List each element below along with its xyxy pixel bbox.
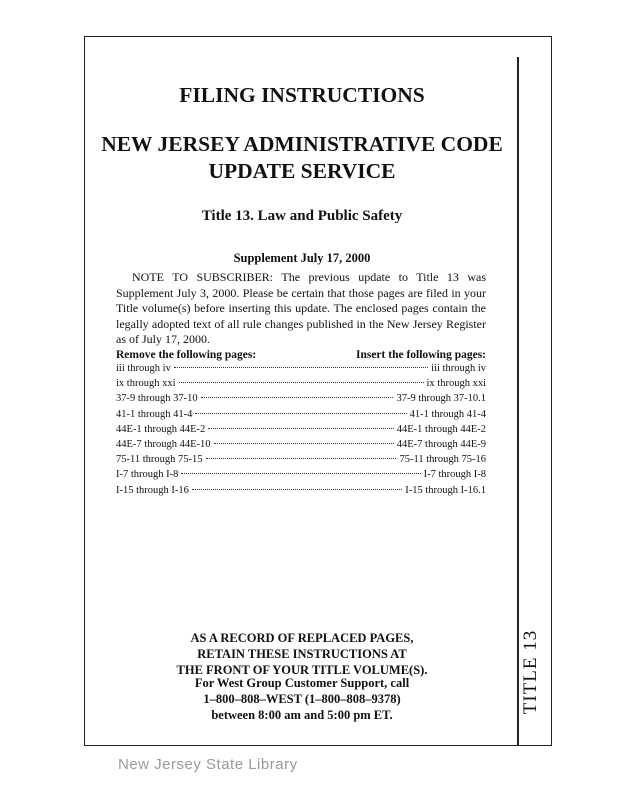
- remove-range: 37-9 through 37-10: [116, 393, 198, 405]
- dot-leader: [192, 489, 402, 490]
- remove-range: 75-11 through 75-15: [116, 454, 203, 466]
- dot-leader: [181, 473, 420, 474]
- remove-range: I-15 through I-16: [116, 484, 189, 496]
- dot-leader: [214, 443, 394, 444]
- page-replacement-table: [116, 363, 486, 500]
- insert-range: ix through xxi: [426, 378, 486, 390]
- insert-range: iii through iv: [431, 363, 486, 374]
- remove-range: iii through iv: [116, 363, 171, 374]
- support-hours: between 8:00 am and 5:00 pm ET.: [211, 708, 393, 722]
- record-instructions: [84, 630, 520, 678]
- support-line1: For West Group Customer Support, call: [194, 676, 410, 690]
- insert-range: I-7 through I-8: [423, 469, 486, 481]
- record-line3: THE FRONT OF YOUR TITLE VOLUME(S).: [176, 663, 428, 677]
- code-heading-line1: NEW JERSEY ADMINISTRATIVE CODE: [101, 132, 503, 156]
- table-row: [116, 454, 486, 469]
- insert-range: 44E-7 through 44E-9: [396, 438, 486, 450]
- table-row: [116, 439, 486, 454]
- remove-range: 44E-1 through 44E-2: [116, 423, 206, 435]
- table-row: [116, 424, 486, 439]
- insert-range: 41-1 through 41-4: [409, 408, 486, 420]
- table-row: [116, 363, 486, 378]
- customer-support: [84, 675, 520, 723]
- table-row: [116, 393, 486, 408]
- table-row: [116, 378, 486, 393]
- library-stamp: New Jersey State Library: [118, 756, 298, 773]
- table-row: [116, 409, 486, 424]
- remove-range: I-7 through I-8: [116, 469, 179, 481]
- dot-leader: [179, 382, 424, 383]
- insert-range: 44E-1 through 44E-2: [396, 423, 486, 435]
- remove-range: ix through xxi: [116, 378, 176, 390]
- subscriber-note: NOTE TO SUBSCRIBER: The previous update to Title 13 was Supplement July 3, 2000. Please be certain that those pages are filed in your Title volume(s) before inserting this update. The enclosed pages contain the legally adopted text of all rule changes published in the New Jersey Register as of July 17, 2000.: [116, 270, 486, 346]
- support-phone: 1–800–808–WEST (1–800–808–9378): [203, 692, 401, 706]
- page-title: FILING INSTRUCTIONS: [179, 83, 425, 107]
- table-row: [116, 485, 486, 500]
- dot-leader: [208, 428, 394, 429]
- dot-leader: [201, 397, 394, 398]
- code-heading: [84, 131, 520, 185]
- title-subject: Title 13. Law and Public Safety: [201, 208, 403, 224]
- code-heading-line2: UPDATE SERVICE: [208, 159, 396, 183]
- insert-pages-header: Insert the following pages:: [355, 349, 486, 361]
- insert-range: I-15 through I-16.1: [405, 484, 486, 496]
- dot-leader: [174, 367, 428, 368]
- remove-pages-header: Remove the following pages:: [116, 349, 257, 361]
- record-line2: RETAIN THESE INSTRUCTIONS AT: [197, 647, 407, 661]
- dot-leader: [195, 413, 406, 414]
- insert-range: 37-9 through 37-10.1: [396, 393, 486, 405]
- title-tab-label: TITLE 13: [520, 629, 541, 715]
- dot-leader: [206, 458, 397, 459]
- remove-range: 44E-7 through 44E-10: [116, 438, 211, 450]
- table-row: [116, 469, 486, 484]
- record-line1: AS A RECORD OF REPLACED PAGES,: [190, 631, 414, 645]
- insert-range: 75-11 through 75-16: [399, 454, 486, 466]
- remove-range: 41-1 through 41-4: [116, 408, 193, 420]
- supplement-date: Supplement July 17, 2000: [233, 251, 371, 265]
